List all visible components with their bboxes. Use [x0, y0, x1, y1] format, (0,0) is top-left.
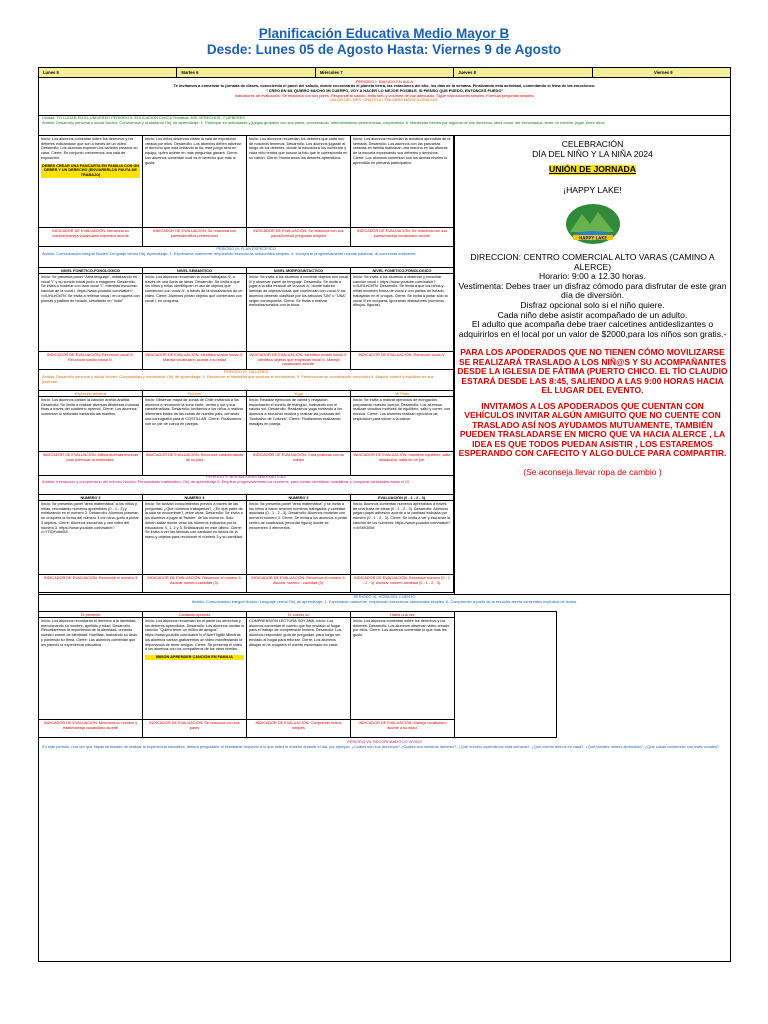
- period-1-title: PERIODO I: SALUDO EN AULA: [355, 79, 414, 84]
- carpool-notice: INVITAMOS A LOS APODERADOS QUE CUENTAN CON VEHÍCULOS INVITAR ALGÚN AMIGUITO QUE NO CUENTE CON TRASLADO ASÍ NOS AYUDAMOS MUTUAMENTE, TAMBIÉN PUEDEN TRASLADARSE EN MICRO QUE VA HACIA ALERCE , LA IDEA ES QUE TODOS PUEDAN ASISTIR , LOS ESTAREMOS ESPERANDO CON CAFECITO Y ALGO DULCE PARA COMPARTIR.: [458, 400, 727, 459]
- math-eval-3: INDICADOR DE EVALUACIÓN: Reconoce el número 3. Asociar número - cantidad (3).: [247, 575, 351, 593]
- period-6-goals: Ámbito: Comunicación integral Núcleo: Lenguaje verbal Obj. de aprendizaje: 1. Expresarse oralmente, empleando estructuras oracionales simples. 6. Comprender a partir de la escucha atenta contenidos explícitos de textos.: [191, 598, 578, 604]
- civic-grid: [39, 136, 454, 247]
- period-7-text: En este periodo, una vez que hayas terminado de realizar la experiencia educativa, deberá preguntarle al estudiante respecto a lo que usted le enseñó durante el día, por ejemplo: ¿Cuáles son sus derechos? ¿Cuáles son nuestros deberes?, ¿Qué número aprendimos esta semana?, ¿Qué cuento leímos en casa?, ¿Qué vocales hemos aprendido?, ¿Qué cosas comienzan con esas vocales?: [42, 743, 719, 749]
- civic-cell-2: Inicio: Los niños observan visitar la sala de exposición creada por ellos. Desarrollo: Los alumnos deben adivinar el derecho que está imitando la tía, este juego será en equipo, quien acierte en más preguntas ganará. Cierre: Los alumnos comentan cuál es el derecho que más le gusta.: [143, 136, 247, 228]
- civic-cell-1: Inicio: Los alumnos comentan sobre los derechos y los deberes indicándose que son a través de un video. Desarrollo: Los alumnos exponen los carteles creados en casa. Cierre: En conjunto creceremos una sala de exposición. DEBES CREAR UNA PANCARTA EN FAMILIA CON UN DEBER Y UN DERECHO (ENVIARERLOS PAUTA DE TRABAJO): [39, 136, 143, 228]
- story-cell-4: Inicio: Los alumnos comentan sobre los derechos y los deberes. Desarrollo: Los alumnos observan video creado por ellos. Cierre: Los alumnos comentan lo que más les gustó.: [351, 618, 455, 720]
- lang-cell-2: Inicio: Los alumnos recuerdan la vocal trabajada /i/, a través de una lluvia de ideas. Desarrollo: Se invita a que los niños y niñas identifiquen el uso de objetos que comiencen con vocal /i/, a través de la visualización de un video. Cierre: Alumnos pintan objetos que comienzan con vocal i, en croquera.: [143, 274, 247, 352]
- story-eval-3: INDICADOR DE EVALUACIÓN: Comprende textos simples: [247, 720, 351, 738]
- day-wednesday: Miércoles 7: [316, 68, 454, 77]
- math-eval-4: INDICADOR DE EVALUACIÓN: Reconoce número (0 - 1 - 2 - 3). Asociar número cantidad (0 - 1 - 2 - 3).: [351, 575, 454, 593]
- period-7: [39, 740, 730, 758]
- workshop-grid: [39, 390, 454, 476]
- day-friday: Viernes 9: [654, 70, 673, 75]
- story-head-2: Cantando aprendo: [143, 612, 247, 618]
- friday-event-panel: [454, 136, 730, 594]
- math-cell-2: Inicio: Se activan conocimientos previos a través de las preguntas: ¿Qué números trabajamos?, ¿En qué parte de la sala se encuentran?, entre otras. Desarrollo: Se invita a los alumnos a jugar al "twister" de los números. Sólo deben saltar donde vean los números indicados por la educadora: 0, 1, 2 y 3. Enfatizando en este último. Cierre: Se invita a ver las láminas con cantidad en dedos de la mano y objetos para reconocer el número 3 y su cantidad.: [143, 501, 247, 575]
- civic-eval-2: INDICADOR DE EVALUACIÓN: Se relaciona con pares/identifica preferencias: [143, 228, 247, 247]
- period-7-title: PERIODO VII: RECORDANDO LO VIVIDO: [347, 739, 422, 744]
- math-grid: [39, 494, 454, 593]
- story-grid: [39, 611, 557, 738]
- lang-cell-1: Inicio: Se presenta panel "Área lenguaje", enfatizando en vocal "i" y su sonido inicial junto a imágenes. Desarrollo: Se invita a modelar con lana vocal "i", mientras escuchan canción de la vocal i. https://www.youtube.com/watch?v=fUH1eCbTN. Se invita a rellenar vocal i en croquera con plumas y pallitos de helado, simulando un "indio": [39, 274, 143, 352]
- math-cell-3: Inicio: Se presenta panel "área matemática" y se invita a los niños a hacer relación números trabajados y cantidad asociada (0 - 1 - 2 - 3). Desarrollo: Alumnos modelan con arena el número 3. Cierre: Se invita a los alumnos a pintar centro de cuadrados (recordar figura) donde se encuentren 3 elementos.: [247, 501, 351, 575]
- work-cell-1: Inicio: Los alumnos cantan la canción arañar-arañita. Desarrollo: Se invita a realizar diversas destrezas motoras finas a través del cuaderno aprendí. Cierre: Los alumnos comentan lo realizado cantando las manitos.: [39, 397, 143, 452]
- math-head-3: NUMERO 3: [247, 495, 351, 501]
- lang-cell-3: Inicio: Se invita a los alumnos a nombrar objetos con vocal /i/ y observar panel de lenguaje. Desarrollo: Se invita a jugar a la silla musical de la vocal /i/, donde habrán láminas de objetos/cosas que comienzan con vocal /i/ los alumnos deberán clasificar por los artículos "UN" o "UNA" según corresponda. Cierre: Se invita a realizar melodías/sonidos con la boca.: [247, 274, 351, 352]
- period-4-title: PERIODO IV: TALLERES: [223, 369, 269, 374]
- civic-eval-1: INDICADOR DE EVALUACIÓN: Menciona su nombre/maneja vocabulario expresivo acorde: [39, 228, 143, 247]
- event-subtitle: DÍA DEL NIÑO Y LA NIÑA 2024: [532, 148, 653, 159]
- level-2: NIVEL SEMANTICO: [143, 268, 247, 274]
- workshop-2: Folclore: [143, 391, 247, 397]
- civic-eval-3: INDICADOR DE EVALUACIÓN: Se relaciona con sus pares/formula preguntas simples: [247, 228, 351, 247]
- change-clothes-note: (Se aconseja llevar ropa de cambio ): [523, 466, 662, 477]
- work-cell-2: Inicio: Observar mapa de zonas de Chile invitando a los alumnos a reconocer la zona norte, centro y sur y sus características. Desarrollo: Invitamos a los niños a realizar diferentes bailes de las zonas de nuestro país, cerrando una coreografía para el COSTILLAR. Cierre: Finalizamos con un pie de cueca en parejas.: [143, 397, 247, 452]
- workshop-1: Expresión artística: [39, 391, 143, 397]
- story-head-1: Te presento: [39, 612, 143, 618]
- story-head-3: Te cuento un: [247, 612, 351, 618]
- work-eval-4: INDICADOR DE EVALUACIÓN: mantiene equilibrio, salta obstáculos, salta en un pie.: [351, 452, 454, 476]
- story-eval-1: INDICADOR DE EVALUACIÓN: Menciona su nombre y edad/maneja vocabulario acorde: [39, 720, 143, 738]
- value-of-month: VALOR DEL MES: GRATITUD "PALABRA MÁGICA GRACIAS": [330, 97, 439, 103]
- math-eval-1: INDICADOR DE EVALUACIÓN: Reconoce el número 3: [39, 575, 143, 593]
- level-3: NIVEL MORFOSINTACTICO: [247, 268, 351, 274]
- math-head-2: NUMERO 3: [143, 495, 247, 501]
- period-1-intro: Te invitamos a comenzar tu jornada de clases, conociendo el panel del saludo, donde encontrarás el planeta tierra, las estaciones del año, los días de la semana. Finalizando esta actividad, comentando el lema de las emociones:: [173, 83, 596, 88]
- period-5-title: PERIODO V: ASIGNATURAS MATEMÁTICAS: [206, 474, 286, 479]
- event-cost: El adulto que acompaña debe traer calcetines antideslizantes o adquirirlos en el local por un valor de $2000,para los niños son gratis.-: [458, 319, 727, 339]
- event-direction: DIRECCION: CENTRO COMERCIAL ALTO VARAS (CAMINO A ALERCE): [470, 252, 715, 272]
- event-schedule: Horario: 9:00 a 12.30 horas.: [538, 271, 646, 282]
- period-3-header: [39, 247, 454, 267]
- story-cell-1: Inicio: Los alumnos recordarán el derecho a la identidad, mencionando su nombre, apellido y edad. Desarrollo: Recordaremos la importancia de la identidad, creando nuestro carnet de identidad. Huellitas, marcando su dedo y poniendo su firma. Cierre: Los alumnos comentan que les pareció la experiencia educativa: [39, 618, 143, 720]
- lang-eval-3: INDICADOR DE EVALUACIÓN: Identifica sonido inicial /i/. Identifica objetos que empiezan vocal /i/. Maneja vocabulario acorde.: [247, 352, 351, 370]
- period-5-goals: Ámbito: Interacción y comprensión del entorno Núcleo: Pensamiento matemático Obj. de aprendizaje 6. Emplear progresivamente los números, para contar, identificar, cuantificar y comparar cantidades hasta el 10.: [42, 478, 411, 484]
- period-4-header: [39, 370, 454, 390]
- civic-cell-3: Inicio: Los alumnos recuerdan los deberes que cada uno de nosotros tenemos. Desarrollo: Los alumnos jugaran al bingo de los deberes, donde la educadora los nombrará y cada niño tendrá que buscar la foto que le corresponda en su cartón. Cierre: Nombramos los deberes aprendidos.: [247, 136, 351, 228]
- event-name: ¡HAPPY LAKE!: [563, 185, 622, 195]
- period-2-header: [39, 115, 730, 136]
- song-task: IBISÓN APRENDER CANCIÓN EN FAMILIA: [145, 655, 244, 660]
- period-3-goals: Ámbito: Comunicación integral Núcleo: Lenguaje verbal Obj. Aprendizaje: 1. Expresarse oralmente, empleando estructuras oracionales simples. 4. Incorporar progresivamente nuevas palabras, al comunicar oralmente.: [42, 250, 417, 256]
- story-eval-4: INDICADOR DE EVALUACIÓN: Maneja vocabulario acorde a su edad.: [351, 720, 455, 738]
- period-1-motto: " CREO EN MI, QUIERO MUCHO MI CUERPO, VOY A HACER LO MEJOR POSIBLE, SI PIENSO QUE PUEDO, ENTONCES PUEDO": [265, 87, 504, 93]
- math-cell-1: Inicio: Se presenta panel "área matemática" a los niños y niñas, recordando números aprendidos (0 - 1 - 2) y enfatizando en el número 3. Desarrollo: Alumnos plasman en croquera la forma del número 3 con lana, junto a pintar 3 objetos. Cierre: Alumnos escuchan y ven video del número 3. https://www.youtube.com/watch?v=YTiOFulbkS8: [39, 501, 143, 575]
- period-4-goals: Ámbito: Desarrollo personal y social Núcleo: Corporalidad y movimiento Obj. de aprendizaje: 4. Reconocer el bienestar que produce el movimiento. 5. Perfeccionar su coordinación visomotriz 6. Adquirir control y equilibrio en sus posturas.: [42, 373, 434, 384]
- math-head-1: NUMERO 3: [39, 495, 143, 501]
- day-tuesday: Martes 6: [177, 68, 315, 77]
- event-union: UNIÓN DE JORNADA: [549, 164, 636, 174]
- lang-cell-4: Inicio: Se invita a los alumnos a observar y escuchar canción vocal i: https://www.youtube.com/watch?v=fUH1eCbTN. Desarrollo: Se invita a que los niños y niñas modelen forma de vocal i/ con palitos de helado, trabajarán en el croquis. Cierre: Se invita a pintar sólo la vocal /i/ en croquera, ignorando distractores (números, dibujos, figuras).: [351, 274, 454, 352]
- period-1: [39, 79, 730, 115]
- work-eval-3: INDICADOR DE EVALUACIÓN: Crea posturas con su cuerpo: [247, 452, 351, 476]
- period-3-title: PERIODO III: PLAN ESPECÍFICO: [216, 246, 276, 251]
- day-monday: Lunes 5: [39, 68, 177, 77]
- event-title: CELEBRACIÓN: [561, 139, 624, 149]
- workshop-4: Mi Plato: [351, 391, 454, 397]
- unit-title: Unidad: YO LUGAR EN EL UNIVERSO PERIODO II: EDUCACIÓN CÍVICA Temática: MIS DERECHOS, Y DEBERES: [42, 115, 245, 120]
- family-task: DEBES CREAR UNA PANCARTA EN FAMILIA CON UN DEBER Y UN DERECHO (ENVIARERLOS PAUTA DE TRABAJO): [42, 163, 139, 177]
- work-cell-4: Inicio: Se invita a realizar ejercicios de elongación, preparando nuestro cuerpo. Desarrollo: Los alumnos realizan circuitos motrices de equilibrio, salto y correr, con música. Cierre: Los alumnos realizan ejercicios de respiración para volver a la calma.: [351, 397, 454, 452]
- weekday-header: [39, 68, 730, 78]
- story-cell-3: COMPRENSIÓN LECTORA SOY ANA. Inicio: Los alumnos comentan el cuento que fue enviado al hogar para el trabajo de comprensión lectora. Desarrollo: Los alumnos responden guía de preguntas, para luego ser enviado al hogar para reforzar. Cierre: Los alumnos dibujan en la croquera el cuento escuchado en casa.: [247, 618, 351, 720]
- event-adult: Cada niño debe asistir acompañado de un adulto.: [497, 309, 688, 320]
- page-title: Planificación Educativa Medio Mayor B: [258, 26, 510, 41]
- story-head-4: Había una vez: [351, 612, 455, 618]
- workshop-3: Yoga: [247, 391, 351, 397]
- lang-eval-1: INDICADOR DE EVALUACIÓN: Reconoce vocal /i/. Reconoce sonido inicial /i/.: [39, 352, 143, 370]
- transport-notice: PARA LOS APODERADOS QUE NO TIENEN CÓMO MOVILIZARSE SE REALIZARÁ TRASLADO A LOS NIÑ@S Y SU ACOMPAÑANTES DESDE LA IGLESIA DE FÁTIMA (PUERTO CHICO. EL TÍO CLAUDIO ESTARÁ DESDE LAS 8:45, SALIENDO A LAS 9:00 HORAS HACIA EL LUGAR DEL EVENTO.: [457, 347, 728, 396]
- period-2-goals: Ámbito: Desarrollo personal y social Núcleo: Convivencia y ciudadanía Obj. de aprendizaje: 1. Participar en actividades y juegos grupales con sus pares, conversando, intercambiando pertenencias, cooperando. 6. Manifestar interés por algunos de sus derechos, tales como: ser escuchados, tener un nombre, jugar, entre otros.: [42, 119, 606, 125]
- svg-text:HAPPY LAKE: HAPPY LAKE: [578, 235, 607, 241]
- happy-lake-logo: [564, 202, 622, 246]
- event-clothes: Vestimenta: Debes traer un disfraz cómodo para disfrutar de este gran día de diversión.: [458, 280, 727, 301]
- lang-eval-4: INDICADOR DE EVALUACIÓN: Reconoce vocal /i/.: [351, 352, 454, 370]
- story-eval-2: INDICADOR DE EVALUACIÓN: Se relaciona con sus pares: [143, 720, 247, 738]
- civic-cell-4: Inicio: Los alumnos recuerdan la temática aprendida de la semana. Desarrollo: Los alumnos con las pancartas creadas en familia realizaran una marcha en las afueras de la escuela expresando sus deberes y derechos. Cierre: Los alumnos comentan con los demás niveles lo aprendido en plenaria participativo.: [351, 136, 454, 228]
- lang-eval-2: INDICADOR DE EVALUACIÓN: Identifica sonido inicial /i/. Maneja vocabulario acorde a su edad: [143, 352, 247, 370]
- language-grid: [39, 267, 454, 370]
- period-5-header: [39, 475, 454, 494]
- story-cell-2: Inicio: Los alumnos recuerdan en el panel los derechos y los deberes aprendidos. Desarrollo: Los alumnos cantan la canción "Quiero tener un millón de amigos" https://www.youtube.com/watch?v=FAzeY9g86/ Mientras los alumnos cantan grabaremos un video manifestando la importancia de tener amigos. Cierre: Se presenta el video a los alumnos con los compañeros de los otros niveles. IBISÓN APRENDER CANCIÓN EN FAMILIA: [143, 618, 247, 720]
- period-6-header: [39, 594, 730, 611]
- day-thursday: Jueves 8: [454, 68, 592, 77]
- planning-sheet: [38, 67, 731, 962]
- math-head-4: EVALUACIÓN (0 - 1 - 2 - 3).: [351, 495, 454, 501]
- work-cell-3: Inicio: Realizar ejercicios de calma y relajación, escuchando el sonido de triángulo, inclinando con el saludo sol. Desarrollo: Realizamos yoga invitando a los alumnos a escuchar música y realizar las posturas del "ilustrativo de Colores". Cierre: Finalizamos realizando masajes en pareja.: [247, 397, 351, 452]
- period-1-indicators: Indicadores de evaluación: Se relaciona con sus pares. Responde al saludo, imita tono y volumen de voz adecuado. Sigue instrucciones simples. Formula preguntas simples.: [234, 92, 535, 98]
- event-costume: Disfraz opcional solo si el niño quiere.: [520, 299, 665, 310]
- work-eval-2: INDICADOR DE EVALUACIÓN: Reconoce características de su país: [143, 452, 247, 476]
- date-range: Desde: Lunes 05 de Agosto Hasta: Viernes 9 de Agosto: [206, 42, 562, 57]
- civic-eval-4: INDICADOR DE EVALUACIÓN: Se relaciona con sus pares/maneja vocabulario acorde: [351, 228, 454, 247]
- math-cell-4: Inicio: Alumnos comentan números aprendidos a través de una lluvia de ideas (0 - 1 - 2 - 3). Desarrollo: Alumnos pegan papel adhesivo acorde a la cantidad indicada por número (0 - 1 - 2 - 3). Cierre: Se invita a ver y escuchar la canción de los números: https://www.youtube.com/watch?v=bSfXGl0M: [351, 501, 454, 575]
- level-1: NIVEL FONETICO-FONOLOGICO: [39, 268, 143, 274]
- work-eval-1: INDICADOR DE EVALUACIÓN: Utiliza diversas técnicas para potenciar la motricidad.: [39, 452, 143, 476]
- period-6-title: PERIODO VI: HORA DEL CUENTO: [353, 594, 416, 599]
- level-4: NIVEL FONETICO-FONOLOGICO: [351, 268, 454, 274]
- math-eval-2: INDICADOR DE EVALUACIÓN: Reconoce el número 3. Asociar número-cantidad (3).: [143, 575, 247, 593]
